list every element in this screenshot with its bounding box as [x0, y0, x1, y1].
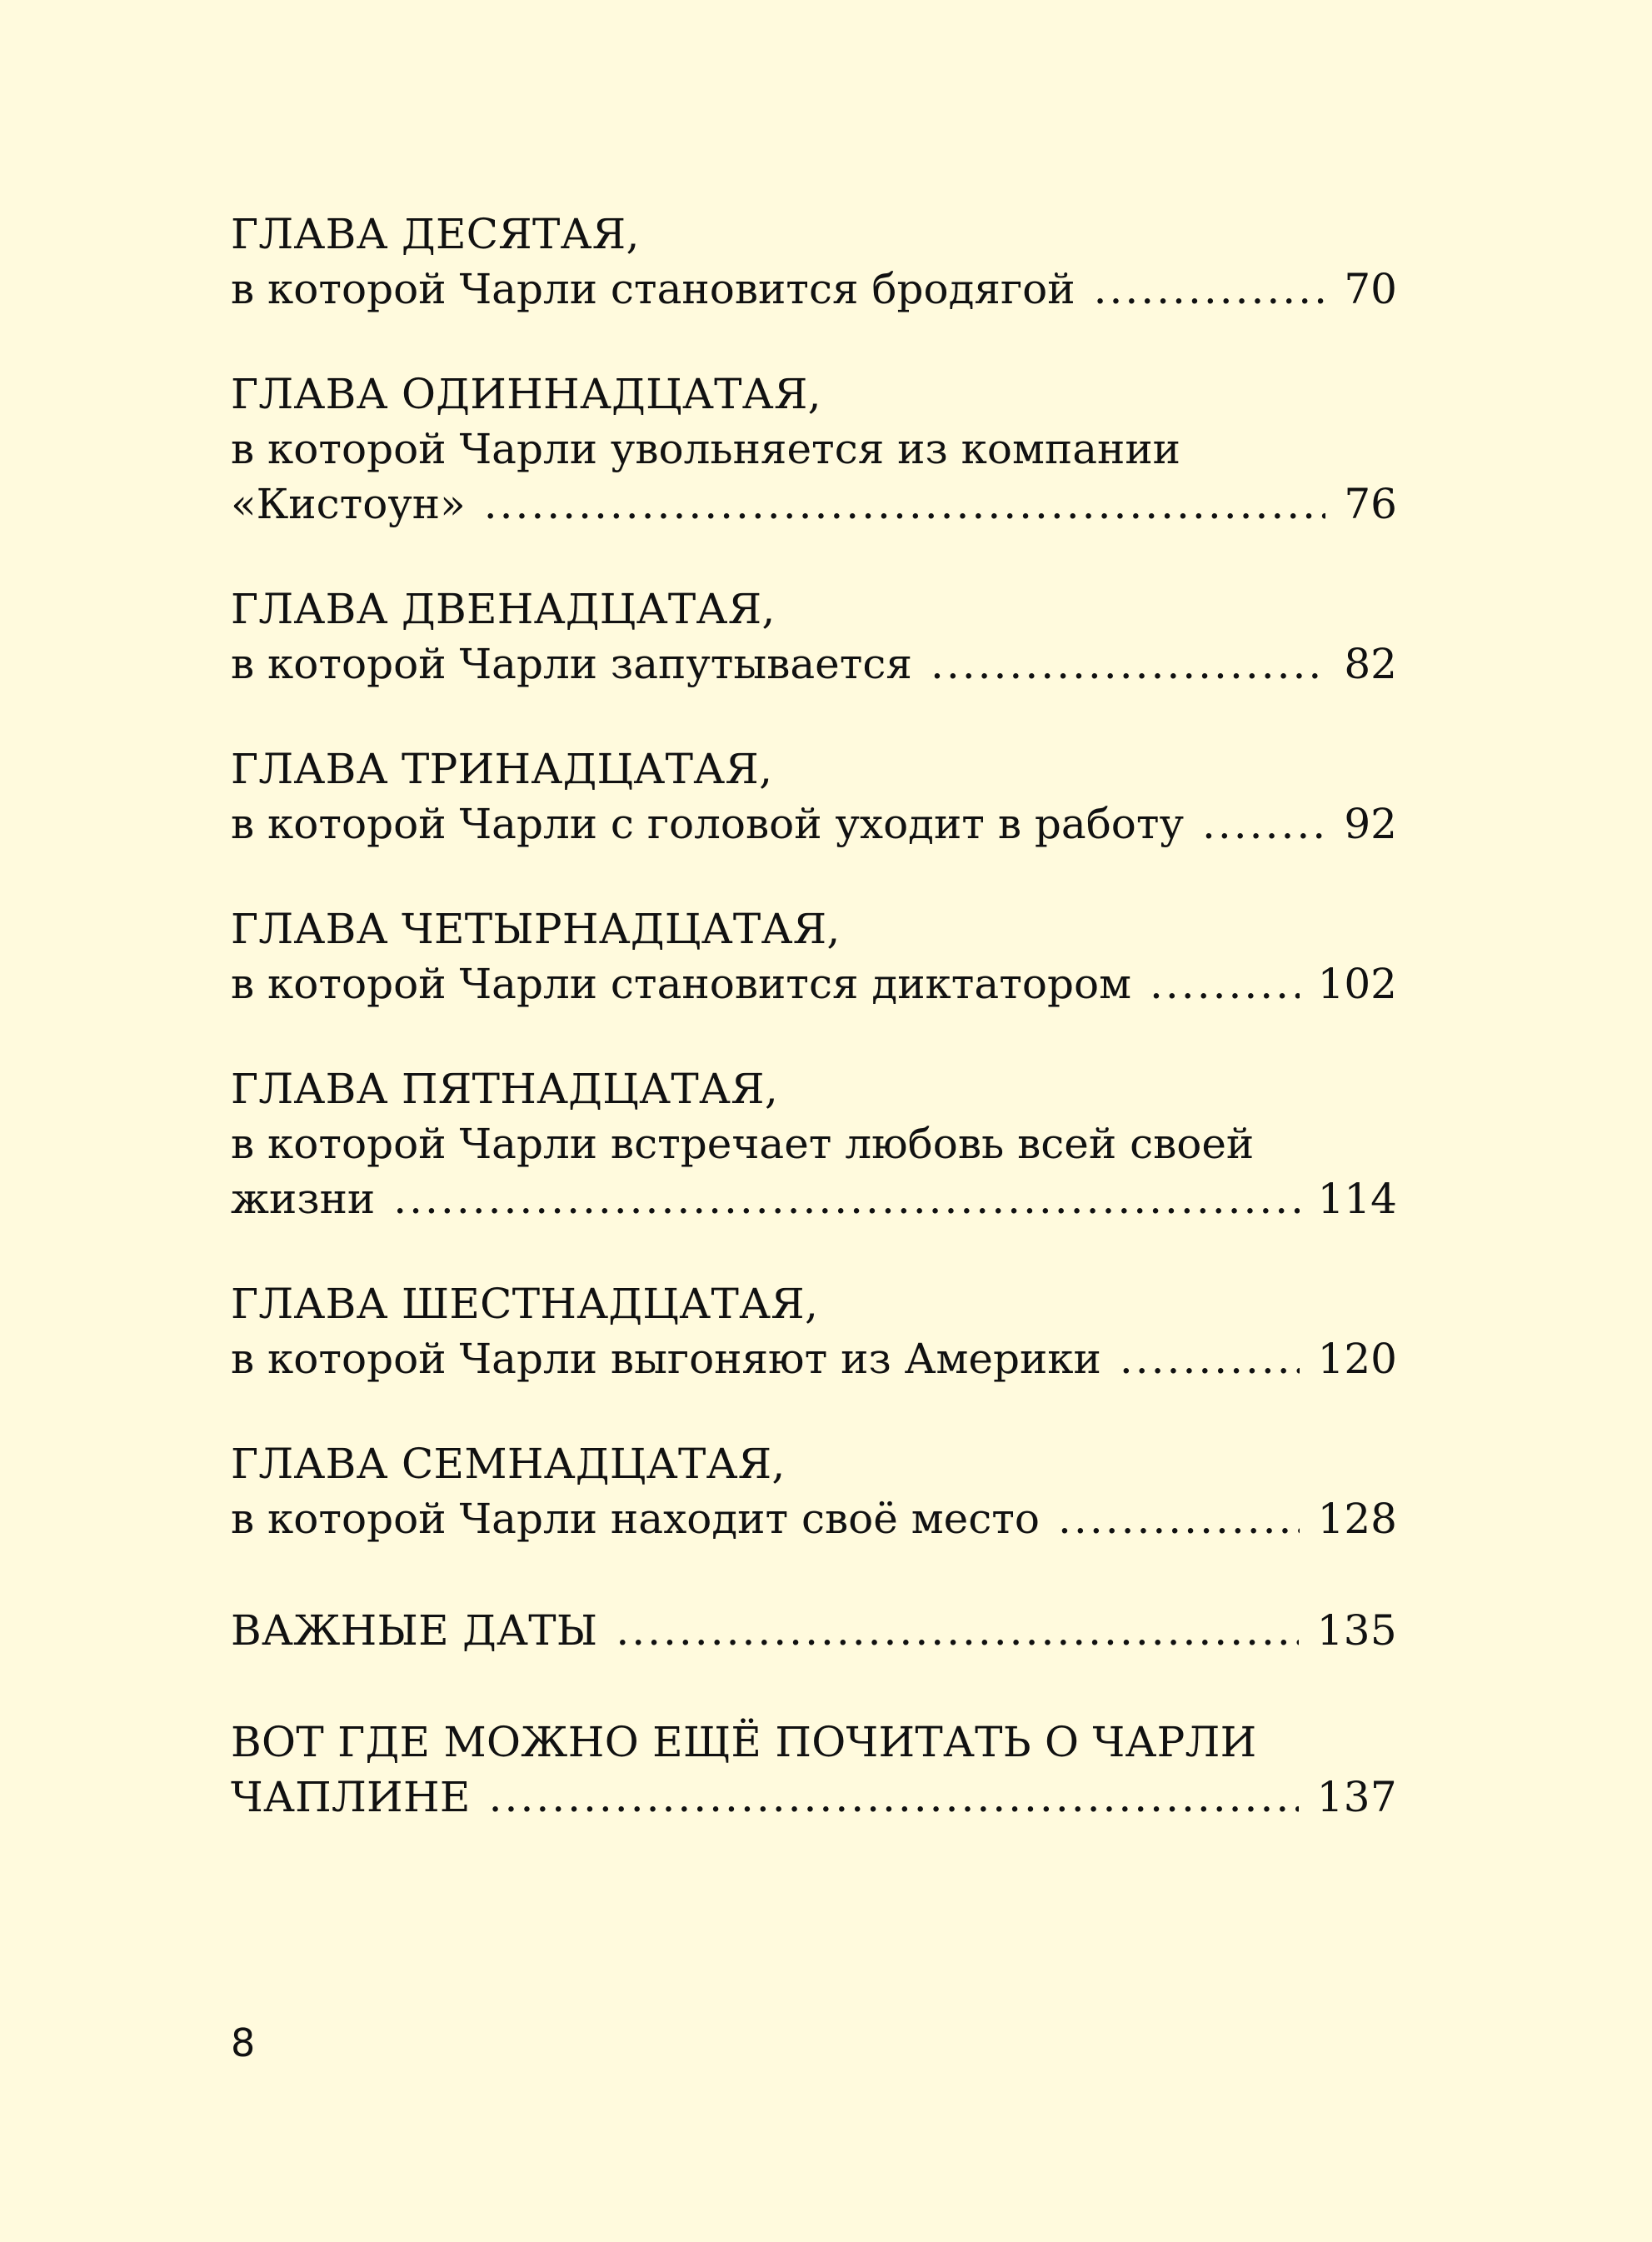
chapter-heading: ГЛАВА ШЕСТНАДЦАТАЯ,: [231, 1280, 819, 1328]
chapter-heading: ГЛАВА ТРИНАДЦАТАЯ,: [231, 745, 773, 793]
table-of-contents: [231, 207, 1397, 1875]
chapter-heading: ГЛАВА ДВЕНАДЦАТАЯ,: [231, 585, 776, 633]
chapter-heading: ГЛАВА СЕМНАДЦАТАЯ,: [231, 1440, 786, 1488]
chapter-heading: ГЛАВА ОДИННАДЦАТАЯ,: [231, 370, 821, 418]
dot-leader: [1202, 796, 1325, 851]
folio-page-number: 8: [231, 2020, 256, 2065]
chapter-subtitle: в которой Чарли становится диктатором: [231, 960, 1132, 1008]
page-number: 70: [1344, 265, 1397, 313]
toc-entry-line: [231, 637, 1397, 692]
toc-entry-chapter-10: [231, 207, 1397, 317]
toc-entry-line: [231, 1171, 1397, 1226]
toc-entry-line: [231, 1331, 1397, 1386]
dot-leader: [1150, 956, 1300, 1011]
toc-entry-important-dates: [231, 1603, 1397, 1658]
toc-entry-chapter-15: [231, 1061, 1397, 1226]
toc-entry-further-reading: [231, 1715, 1397, 1825]
toc-entry-chapter-11: [231, 367, 1397, 532]
page-number: 76: [1344, 480, 1397, 528]
dot-leader: [484, 477, 1326, 532]
chapter-subtitle: жизни: [231, 1175, 376, 1223]
toc-entry-line: [231, 956, 1397, 1011]
page-number: 102: [1317, 960, 1397, 1008]
toc-entry-chapter-13: [231, 742, 1397, 851]
dot-leader: [489, 1770, 1299, 1825]
chapter-heading: ГЛАВА ЧЕТЫРНАДЦАТАЯ,: [231, 905, 841, 953]
dot-leader: [616, 1603, 1298, 1658]
dot-leader: [393, 1171, 1299, 1226]
dot-leader: [1120, 1331, 1300, 1386]
toc-entry-chapter-16: [231, 1276, 1397, 1386]
dot-leader: [1094, 262, 1326, 317]
toc-entry-chapter-17: [231, 1436, 1397, 1546]
page-number: 114: [1317, 1175, 1397, 1223]
section-title-continuation: ЧАПЛИНЕ: [231, 1773, 471, 1821]
chapter-heading: ГЛАВА ДЕСЯТАЯ,: [231, 210, 640, 258]
toc-entry-line: [231, 262, 1397, 317]
section-title: ВОТ ГДЕ МОЖНО ЕЩЁ ПОЧИТАТЬ О ЧАРЛИ: [231, 1718, 1257, 1766]
toc-entry-chapter-14: [231, 901, 1397, 1011]
chapter-subtitle: «Кистоун»: [231, 480, 466, 528]
toc-entry-line: [231, 1603, 1397, 1658]
chapter-heading: ГЛАВА ПЯТНАДЦАТАЯ,: [231, 1065, 779, 1113]
chapter-subtitle: в которой Чарли выгоняют из Америки: [231, 1335, 1101, 1383]
chapter-subtitle: в которой Чарли с головой уходит в работу: [231, 800, 1184, 848]
dot-leader: [1058, 1491, 1300, 1546]
page-number: 120: [1317, 1335, 1397, 1383]
toc-entry-line: [231, 477, 1397, 532]
chapter-subtitle: в которой Чарли запутывается: [231, 640, 912, 688]
page-number: 92: [1344, 800, 1397, 848]
toc-entry-line: [231, 1491, 1397, 1546]
dot-leader: [931, 637, 1325, 692]
toc-entry-line: [231, 796, 1397, 851]
page-number: 82: [1344, 640, 1397, 688]
toc-entry-line: [231, 1770, 1397, 1825]
chapter-subtitle-line: в которой Чарли встречает любовь всей своей: [231, 1120, 1255, 1168]
page-number: 135: [1316, 1606, 1397, 1655]
section-title: ВАЖНЫЕ ДАТЫ: [231, 1606, 598, 1655]
chapter-subtitle: в которой Чарли находит своё место: [231, 1495, 1041, 1543]
page-number: 128: [1317, 1495, 1397, 1543]
toc-entry-chapter-12: [231, 582, 1397, 692]
chapter-subtitle-line: в которой Чарли увольняется из компании: [231, 425, 1180, 473]
page-number: 137: [1316, 1773, 1397, 1821]
chapter-subtitle: в которой Чарли становится бродягой: [231, 265, 1076, 313]
